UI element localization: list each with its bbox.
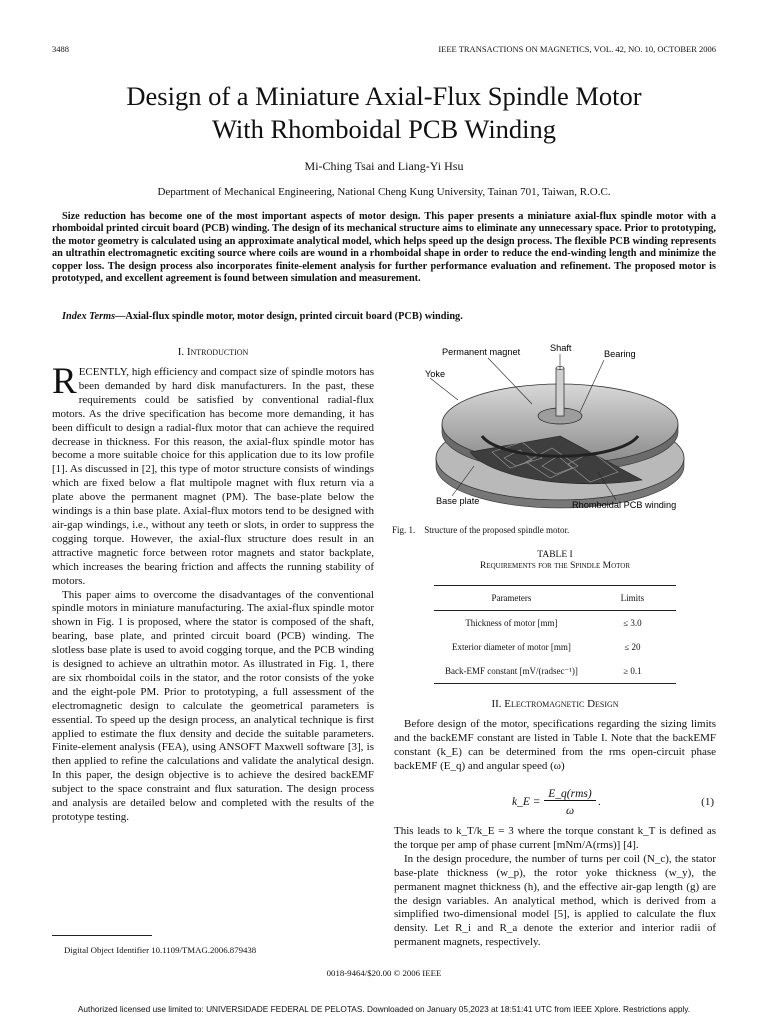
figure-1-caption: Fig. 1. Structure of the proposed spindle motor. (392, 525, 570, 535)
design-paragraph-2: This leads to k_T/k_E = 3 where the torque constant k_T is defined as the torque per amp of phase current [mNm/A(rms)] [4]. (394, 825, 716, 851)
table-header-parameters: Parameters (491, 593, 532, 603)
intro-paragraph-1: RECENTLY, high efficiency and compact size of spindle motors has been demanded by hard disk manufacturers. In the past, these requirements could be satisfied by conventional radial-flux motors. As the drive specification has become more demanding, it has been difficult to design a radial-flux motor that can achieve the required decrease in thickness. For this reason, the axial-flux spindle motor has become a more suitable choice for this application due to its low profile [1]. As discussed in [2], this type of motor structure consists of windings which are fixed below a flat multipole magnet with flux return via a plate above the permanent magnet (PM). The base-plate below the windings is a thin base plate. Axial-flux motors tend to be designed with air-gap windings, i.e., without any teeth or slots, in order to suppress the cogging torque. However, the axial-flux structure does result in an attractive magnetic force between rotor magnets and stator backplate, which increases the bearing friction and affects the running stability of motors. (52, 361, 374, 587)
shaft-shape (556, 368, 564, 416)
title-line-1: Design of a Miniature Axial-Flux Spindle Motor (126, 81, 642, 111)
footnote-rule (52, 935, 152, 936)
authors: Mi-Ching Tsai and Liang-Yi Hsu (304, 159, 464, 173)
copyright-line: 0018-9464/$20.00 © 2006 IEEE (326, 968, 442, 978)
page-number: 3488 (52, 44, 69, 54)
design-paragraph-1: Before design of the motor, specifications regarding the sizing limits and the backEMF constant are listed in Table I. Note that the backEMF constant (k_E) can be determined from the rms open-circuit phase backEMF (E_q) and angular speed (ω) (394, 718, 716, 772)
table-header-row (434, 586, 676, 611)
equation-numerator: E_q(rms) (544, 788, 596, 801)
equation-lhs: k_E = (512, 796, 541, 808)
drop-cap: R (52, 361, 77, 402)
table-1-title: Requirements for the Spindle Motor (480, 561, 630, 571)
affiliation: Department of Mechanical Engineering, National Cheng Kung University, Tainan 701, Taiwan, R.O.C. (157, 186, 611, 198)
journal-header: IEEE TRANSACTIONS ON MAGNETICS, VOL. 42, NO. 10, OCTOBER 2006 (438, 44, 716, 54)
abstract: Size reduction has become one of the most important aspects of motor design. This paper presents a miniature axial-flux spindle motor with a rhomboidal printed circuit board (PCB) winding. The design of its mechanical structure aims to eliminate any unnecessary space. Prior to prototyping, the motor geometry is calculated using an approximate analytical model, which helps speed up the design process. The flexible PCB winding represents an ultrathin electromagnetic exciting source where coils are wound in a rhomboidal shape in order to reduce the end-winding length and minimize the copper loss. The design process also incorporates finite-element analysis for further performance evaluation and refinement. The proposed motor is prototyped, and excellent agreement is found between simulation and measurement. (52, 211, 716, 285)
table-row: Exterior diameter of motor [mm] ≤ 20 (451, 642, 641, 652)
design-text (394, 825, 716, 950)
equation-1: k_E = E_q(rms) ω . (1) (512, 788, 714, 817)
index-terms (52, 311, 716, 322)
label-shaft: Shaft (550, 343, 572, 353)
equation-tag: (1) (701, 796, 714, 808)
requirements-table (434, 585, 676, 684)
design-paragraph-3: In the design procedure, the number of turns per coil (N_c), the stator base-plate thickness (w_p), the rotor yoke thickness (w_y), the permanent magnet thickness (h), and the effective air-gap length (g) are the design variables. An analytical method, which is derived from a simplified two-dimensional model [5], is applied to calculate the flux density. Let R_i and R_a denote the exterior and interior radii of permanent magnets, respectively. (394, 852, 716, 949)
intro-paragraph-2: This paper aims to overcome the disadvantages of the conventional spindle motors in miniature manufacturing. The axial-flux spindle motor shown in Fig. 1 is proposed, where the stator is composed of the shaft, bearing, base plate, and printed circuit board (PCB) winding. The slotless base plate is used to avoid cogging torque, and the PCB winding is designed to achieve an ultrathin motor. As illustrated in Fig. 1, there are six rhomboidal coils in the stator, and the rotor consists of the yoke and the eight-pole PM. Prior to prototyping, a full assessment of the electromagnetic design to calculate the geometrical parameters is essential. To speed up the design process, an analytical technique is first applied to estimate the flux density and decide the suitable parameters. Finite-element analysis (FEA), using ANSOFT Maxwell software [3], is then applied to refine the calculations and validate the analytical design. In this paper, the design objective is to achieve the desired backEMF subject to the space constraint and flux saturation. The design process and analysis are detailed below and completed with the results of the prototype testing. (52, 588, 374, 823)
label-permanent-magnet: Permanent magnet (442, 347, 521, 357)
index-terms-label: Index Terms (62, 311, 116, 322)
paper-title (40, 80, 728, 146)
license-notice: Authorized licensed use limited to: UNIVERSIDADE FEDERAL DE PELOTAS. Downloaded on January 05,2023 at 18:51:41 UTC from IEEE Xplore. Restrictions apply. (77, 1004, 691, 1014)
index-terms-text: —Axial-flux spindle motor, motor design, printed circuit board (PCB) winding. (115, 311, 463, 322)
introduction-text (52, 361, 374, 825)
label-pcb-winding: Rhomboidal PCB winding (572, 500, 677, 510)
section-2-heading: II. Electromagnetic Design (491, 698, 619, 710)
footnote: Digital Object Identifier 10.1109/TMAG.2006.879438 (64, 945, 257, 955)
section-1-heading: I. Introduction (177, 346, 249, 358)
label-yoke: Yoke (425, 369, 446, 379)
label-bearing: Bearing (604, 349, 636, 359)
equation-denominator: ω (565, 805, 575, 817)
figure-1-motor-diagram (392, 340, 718, 518)
table-row: Back-EMF constant [mV/(radsec⁻¹)] ≥ 0.1 (444, 665, 642, 676)
title-line-2: With Rhomboidal PCB Winding (211, 114, 557, 144)
label-base-plate: Base plate (436, 496, 480, 506)
table-1-number: TABLE I (537, 550, 573, 560)
table-header-limits: Limits (620, 593, 645, 603)
table-row: Thickness of motor [mm] ≤ 3.0 (465, 618, 642, 628)
